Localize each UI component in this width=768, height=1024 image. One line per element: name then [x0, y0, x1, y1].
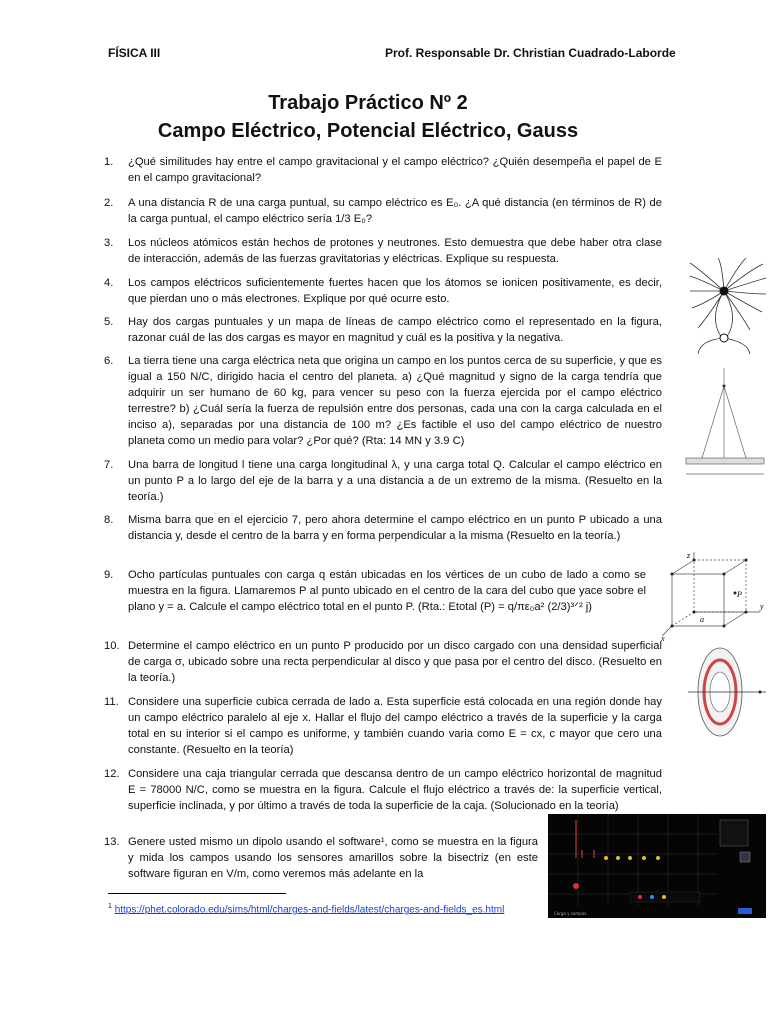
question-number: 1.	[104, 156, 114, 168]
question-number: 7.	[104, 459, 114, 471]
question-text: Misma barra que en el ejercicio 7, pero ahora determine el campo eléctrico en un punto P ubicado a una distancia y, desde el centro de la barra y en forma perpendicular a la misma (Resuelto en la teoría.)	[128, 514, 662, 542]
page-subtitle: Campo Eléctrico, Potencial Eléctrico, Gauss	[157, 120, 579, 142]
footnote-mark: 1	[108, 903, 112, 910]
phet-simulation-screenshot	[548, 814, 766, 918]
question-text: Considere una caja triangular cerrada que descansa dentro de un campo eléctrico horizontal de magnitud E = 78000 N/C, como se muestra en la figura. Calcule el flujo eléctrico a través de: la superficie vertical, superficie inclinada, y por último a través de toda la superficie de la caja. (Solucionado en la teoría)	[128, 768, 662, 812]
question-number: 4.	[104, 277, 114, 289]
professor-header: Prof. Responsable Dr. Christian Cuadrado-Laborde	[385, 46, 676, 60]
svg-text:x: x	[661, 634, 665, 642]
question-text: Ocho partículas puntuales con carga q están ubicadas en los vértices de un cubo de lado a como se muestra en la figura. Llamaremos P al punto ubicado en el centro de la cara del cubo que yace sobre el plano y = a. Calcule el campo eléctrico total en el punto P. (Rta.: Etotal (P) = q/πε₀a² (2/3)³ᐟ² j)	[128, 569, 646, 613]
svg-text:a: a	[700, 615, 704, 624]
question-number: 3.	[104, 237, 114, 249]
question-13	[104, 834, 538, 882]
question-text: Determine el campo eléctrico en un punto P producido por un disco cargado con una densidad superficial de carga σ, ubicado sobre una recta perpendicular al disco y que pasa por el centro del disco. (Resuelto en la teoría.)	[128, 640, 662, 684]
question-text: Considere una superficie cubica cerrada de lado a. Esta superficie está colocada en una región donde hay un campo eléctrico paralelo al eje x. Hallar el flujo del campo eléctrico a través de la superficie y la carga total en su interior si el campo es uniforme, y también cuando varia como E = cx, c mayor que cero una constante. (Resuelto en la teoría)	[128, 696, 662, 756]
question-1	[104, 154, 662, 186]
question-number: 2.	[104, 197, 114, 209]
question-number: 5.	[104, 316, 114, 328]
charged-disk-figure	[688, 640, 768, 740]
question-7	[104, 457, 662, 505]
question-4	[104, 275, 662, 307]
question-text: Los núcleos atómicos están hechos de protones y neutrones. Esto demuestra que debe haber otra clase de interacción, además de las fuerzas gravitatorias y eléctricas. Explique su respuesta.	[128, 237, 662, 265]
svg-text:P: P	[737, 590, 742, 599]
question-2	[104, 195, 662, 227]
question-text: Hay dos cargas puntuales y un mapa de líneas de campo eléctrico como el representado en la figura, razonar cuál de las dos cargas es mayor en magnitud y cuál es la positiva y la negativa.	[128, 316, 662, 344]
question-6	[104, 353, 662, 449]
footnote	[108, 903, 504, 915]
footnote-link[interactable]: https://phet.colorado.edu/sims/html/charges-and-fields/latest/charges-and-fields_es.html	[114, 904, 505, 916]
question-text: A una distancia R de una carga puntual, su campo eléctrico es E₀. ¿A qué distancia (en términos de R) de la carga puntual, el campo eléctrico sería 1/3 E₀?	[128, 197, 662, 225]
cube-figure	[660, 552, 768, 642]
question-number: 11.	[104, 696, 119, 708]
question-text: Una barra de longitud l tiene una carga longitudinal λ, y una carga total Q. Calcular el campo eléctrico en un punto P a lo largo del eje de la barra y a una distancia a de un extremo de la misma. (Resuelto en la teoría.)	[128, 459, 662, 503]
question-number: 8.	[104, 514, 114, 526]
question-9	[104, 567, 646, 615]
question-5	[104, 314, 662, 346]
question-11	[104, 694, 662, 758]
question-text: ¿Qué similitudes hay entre el campo gravitacional y el campo eléctrico? ¿Quién desempeña el papel de E en el campo gravitacional?	[128, 156, 662, 184]
question-8	[104, 512, 662, 544]
page-title: Trabajo Práctico Nº 2	[268, 92, 468, 114]
svg-text:y: y	[760, 602, 764, 611]
course-header: FÍSICA III	[108, 46, 161, 60]
field-lines-figure	[688, 258, 768, 358]
footnote-divider	[108, 893, 286, 894]
svg-text:Carga y campos: Carga y campos	[554, 911, 587, 916]
question-10	[104, 638, 662, 686]
question-number: 9.	[104, 569, 114, 581]
question-text: Los campos eléctricos suficientemente fuertes hacen que los átomos se ionicen positivamente, es decir, que pierdan uno o más electrones. Explique por qué ocurre esto.	[128, 277, 662, 305]
charged-rod-figure	[682, 364, 768, 486]
question-text: Genere usted mismo un dipolo usando el software¹, como se muestra en la figura y mida los campos usando los sensores amarillos sobre la bisectriz (en este software figuran en V/m, como veremos más adelante en la	[128, 836, 538, 880]
question-number: 13.	[104, 836, 120, 848]
question-text: La tierra tiene una carga eléctrica neta que origina un campo en los puntos cerca de su superficie, y que es igual a 150 N/C, dirigido hacia el centro del planeta. a) ¿Qué magnitud y signo de la carga tendría que adquirir un ser humano de 60 kg, para vencer su peso con la fuerza ejercida por el campo eléctrico terrestre? b) ¿Cuál sería la fuerza de repulsión entre dos personas, cada una con la carga calculada en el inciso a), separadas por una distancia de 100 m? ¿Es factible el uso del campo eléctrico de nuestro planeta como un medio para volar? ¿Por qué? (Rta: 14 MN y 3.9 C)	[128, 355, 662, 447]
svg-text:z: z	[687, 552, 691, 560]
question-number: 6.	[104, 355, 114, 367]
question-3	[104, 235, 662, 267]
question-number: 12.	[104, 768, 120, 780]
question-12	[104, 766, 662, 814]
question-number: 10.	[104, 640, 120, 652]
